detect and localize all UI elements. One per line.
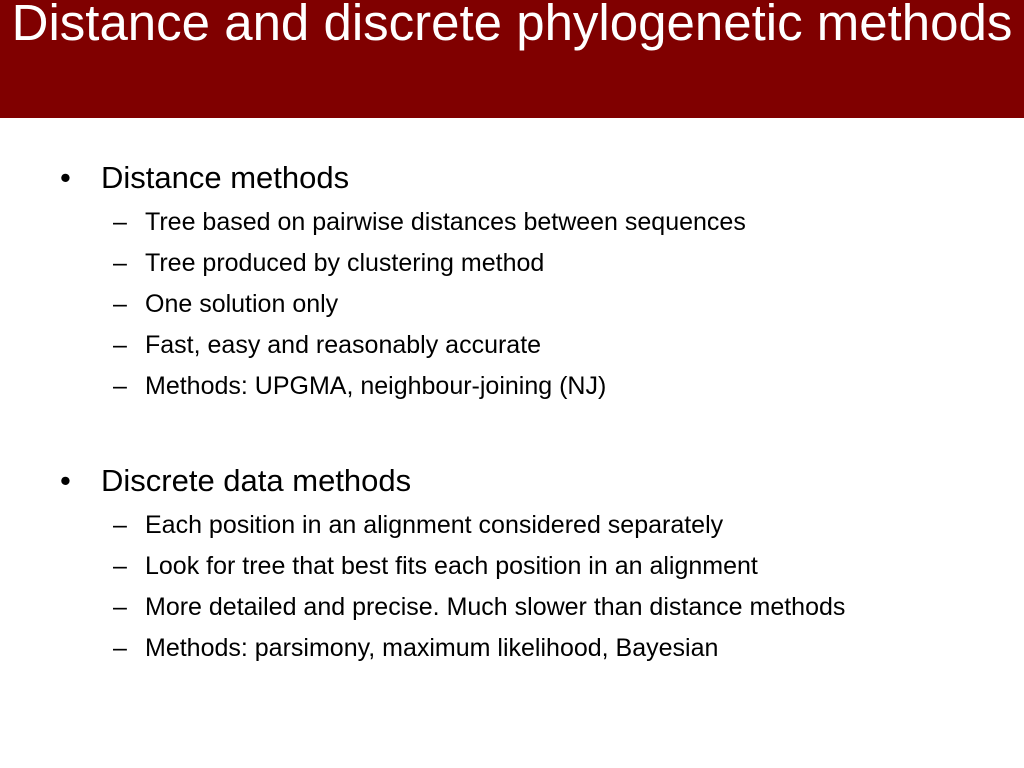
bullet-icon: • bbox=[60, 463, 71, 498]
dash-icon: – bbox=[113, 249, 127, 277]
list-item-text: Methods: UPGMA, neighbour-joining (NJ) bbox=[145, 372, 607, 400]
dash-icon: – bbox=[113, 511, 127, 539]
list-item-text: One solution only bbox=[145, 290, 339, 318]
section-heading: Distance methods bbox=[101, 160, 350, 195]
slide-title: Distance and discrete phylogenetic methods bbox=[11, 0, 1013, 51]
bullet-icon: • bbox=[60, 160, 71, 195]
dash-icon: – bbox=[113, 331, 127, 359]
dash-icon: – bbox=[113, 593, 127, 621]
list-item-text: Look for tree that best fits each position in an alignment bbox=[145, 552, 758, 580]
list-item-text: Each position in an alignment considered separately bbox=[145, 511, 724, 539]
dash-icon: – bbox=[113, 208, 127, 236]
dash-icon: – bbox=[113, 552, 127, 580]
dash-icon: – bbox=[113, 290, 127, 318]
list-item-text: More detailed and precise. Much slower than distance methods bbox=[145, 593, 846, 621]
dash-icon: – bbox=[113, 372, 127, 400]
section-heading: Discrete data methods bbox=[101, 463, 412, 498]
list-item-text: Methods: parsimony, maximum likelihood, Bayesian bbox=[145, 634, 719, 662]
dash-icon: – bbox=[113, 634, 127, 662]
list-item-text: Tree based on pairwise distances between sequences bbox=[145, 208, 746, 236]
list-item-text: Fast, easy and reasonably accurate bbox=[145, 331, 542, 359]
list-item-text: Tree produced by clustering method bbox=[145, 249, 545, 277]
